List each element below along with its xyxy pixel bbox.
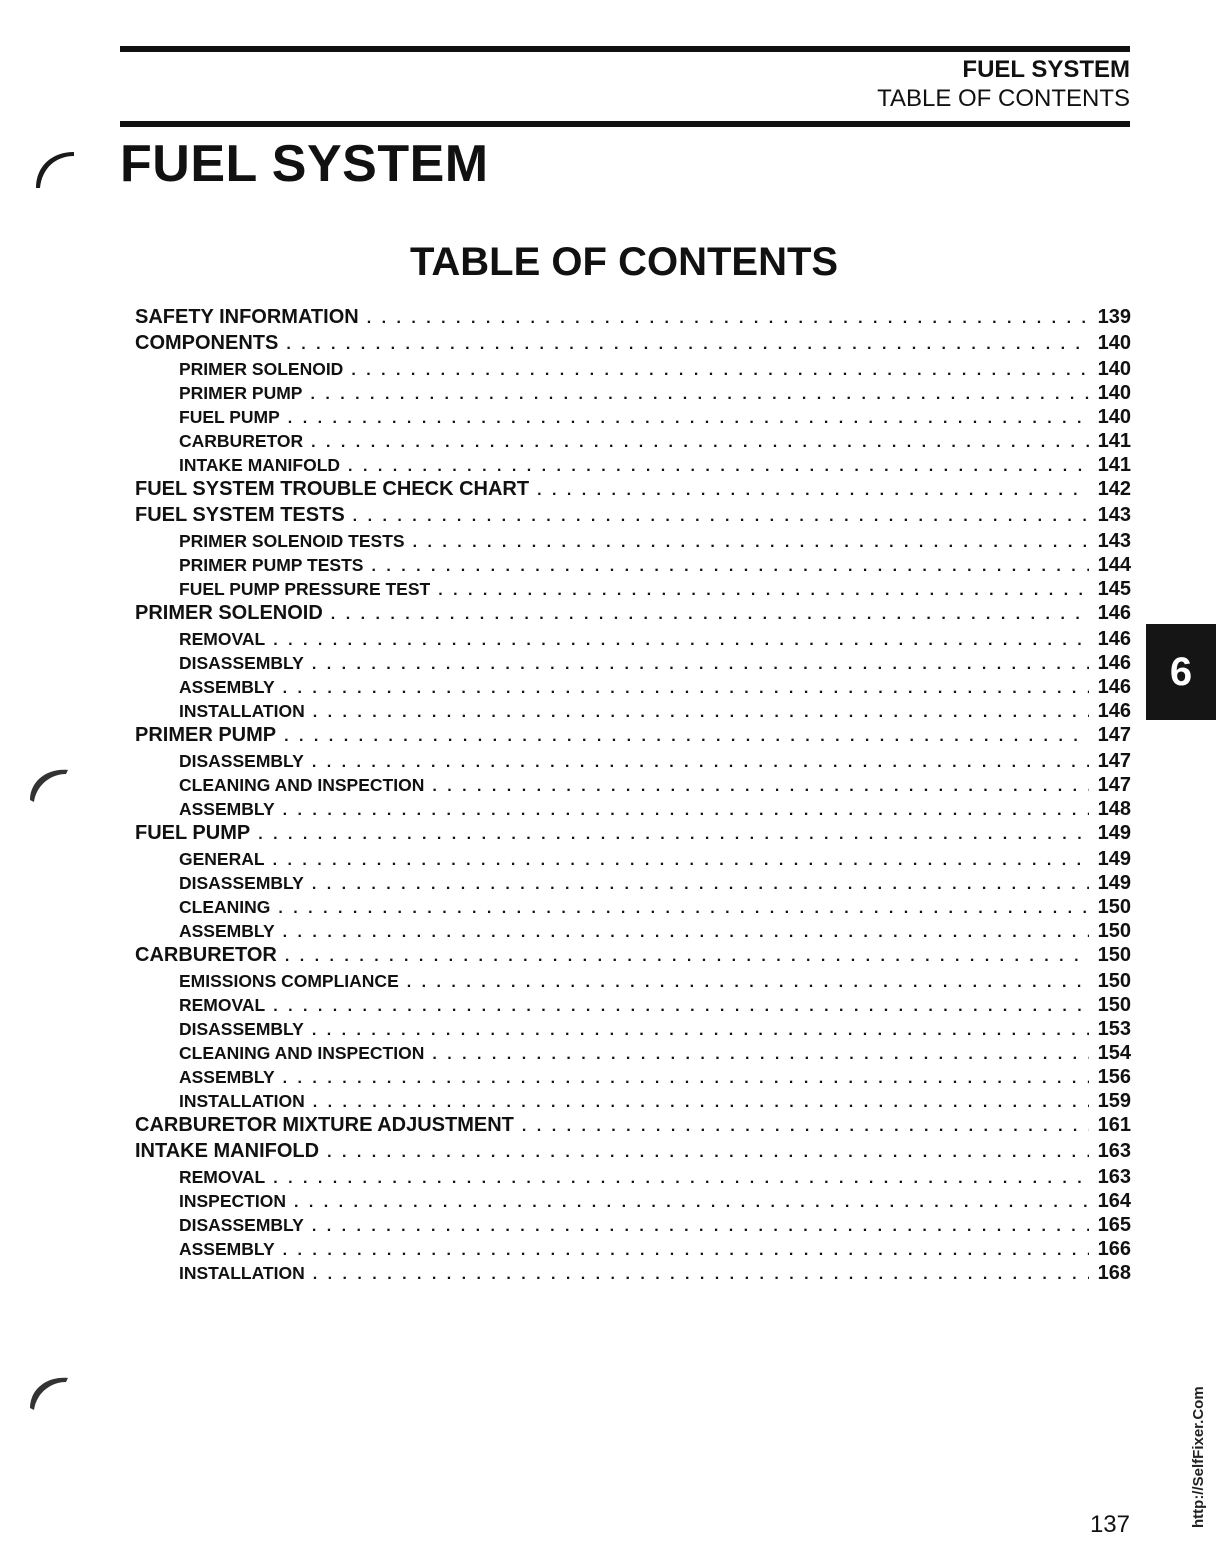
- toc-entry-page: 146: [1097, 602, 1131, 624]
- toc-dot-leader: [537, 482, 1089, 500]
- toc-subentry: [135, 798, 1131, 822]
- toc-entry-page: 143: [1097, 504, 1131, 526]
- toc-entry-title: ASSEMBLY: [179, 1239, 275, 1259]
- toc-dot-leader: [273, 1170, 1089, 1188]
- toc-entry-title: REMOVAL: [179, 1167, 266, 1187]
- toc-entry-title: PRIMER PUMP: [135, 724, 277, 746]
- toc-entry-title: INTAKE MANIFOLD: [179, 455, 341, 475]
- toc-dot-leader: [432, 1046, 1089, 1064]
- toc-subentry: [135, 1066, 1131, 1090]
- toc-entry-title: PRIMER SOLENOID: [179, 359, 344, 379]
- toc-entry-title: FUEL SYSTEM TESTS: [135, 504, 345, 526]
- toc-entry-page: 150: [1097, 994, 1131, 1016]
- toc-entry-page: 150: [1097, 970, 1131, 992]
- toc-dot-leader: [348, 458, 1089, 476]
- toc-dot-leader: [278, 900, 1089, 918]
- page-number: 137: [1089, 1511, 1130, 1538]
- toc-entry-title: CARBURETOR: [179, 431, 304, 451]
- toc-entry-page: 149: [1097, 848, 1131, 870]
- toc-subentry: [135, 750, 1131, 774]
- toc-dot-leader: [313, 1094, 1089, 1112]
- toc-dot-leader: [312, 754, 1089, 772]
- toc-entry: [135, 602, 1131, 628]
- toc-entry-page: 163: [1097, 1166, 1131, 1188]
- toc-entry-title: INSTALLATION: [179, 701, 305, 721]
- toc-dot-leader: [283, 680, 1089, 698]
- toc-subentry: [135, 578, 1131, 602]
- chapter-title: FUEL SYSTEM: [120, 135, 489, 193]
- toc-entry-page: 161: [1097, 1114, 1131, 1136]
- toc-dot-leader: [273, 852, 1089, 870]
- toc-entry: [135, 724, 1131, 750]
- toc-entry-page: 166: [1097, 1238, 1131, 1260]
- binder-hole-mark-icon: [22, 758, 82, 818]
- toc-entry-page: 141: [1097, 454, 1131, 476]
- toc-entry: [135, 504, 1131, 530]
- toc-subentry: [135, 872, 1131, 896]
- toc-dot-leader: [312, 1218, 1089, 1236]
- running-header-section: FUEL SYSTEM: [962, 56, 1130, 83]
- toc-entry-title: DISASSEMBLY: [179, 751, 304, 771]
- watermark: http://SelfFixer.Com: [1190, 1386, 1207, 1528]
- toc-subentry: [135, 848, 1131, 872]
- header-rule-bottom: [120, 121, 1130, 127]
- toc-dot-leader: [283, 1242, 1089, 1260]
- toc-entry: [135, 478, 1131, 504]
- toc-subentry: [135, 1238, 1131, 1262]
- toc-subentry: [135, 700, 1131, 724]
- toc-subentry: [135, 1262, 1131, 1286]
- toc-entry: [135, 332, 1131, 358]
- toc-entry-page: 140: [1097, 406, 1131, 428]
- toc-dot-leader: [283, 1070, 1089, 1088]
- toc-entry-page: 146: [1097, 628, 1131, 650]
- toc-entry-page: 146: [1097, 676, 1131, 698]
- toc-dot-leader: [283, 802, 1089, 820]
- toc-dot-leader: [311, 434, 1089, 452]
- toc-entry-page: 156: [1097, 1066, 1131, 1088]
- toc-entry-page: 168: [1097, 1262, 1131, 1284]
- toc-subentry: [135, 530, 1131, 554]
- toc-entry-page: 163: [1097, 1140, 1131, 1162]
- toc-dot-leader: [285, 948, 1089, 966]
- toc-subentry: [135, 652, 1131, 676]
- toc-entry-title: SAFETY INFORMATION: [135, 306, 359, 328]
- toc-entry-page: 150: [1097, 896, 1131, 918]
- toc-dot-leader: [353, 508, 1089, 526]
- toc-entry-title: DISASSEMBLY: [179, 873, 304, 893]
- toc-subentry: [135, 920, 1131, 944]
- toc-subentry: [135, 970, 1131, 994]
- toc-subentry: [135, 454, 1131, 478]
- toc-entry-page: 140: [1097, 358, 1131, 380]
- header-rule-top: [120, 46, 1130, 52]
- toc-entry: [135, 1140, 1131, 1166]
- toc-entry-page: 165: [1097, 1214, 1131, 1236]
- toc-entry-title: EMISSIONS COMPLIANCE: [179, 971, 399, 991]
- toc-entry-title: CLEANING AND INSPECTION: [179, 1043, 425, 1063]
- toc-entry-page: 150: [1097, 944, 1131, 966]
- toc-entry-page: 150: [1097, 920, 1131, 942]
- toc-entry-title: DISASSEMBLY: [179, 1215, 304, 1235]
- toc-dot-leader: [522, 1118, 1089, 1136]
- toc-entry-title: ASSEMBLY: [179, 799, 275, 819]
- toc-entry: [135, 822, 1131, 848]
- toc-entry-title: REMOVAL: [179, 629, 266, 649]
- toc-dot-leader: [284, 728, 1089, 746]
- toc-entry-title: INSPECTION: [179, 1191, 286, 1211]
- toc-entry-page: 149: [1097, 822, 1131, 844]
- toc-dot-leader: [286, 336, 1089, 354]
- toc-dot-leader: [407, 974, 1089, 992]
- toc-subentry: [135, 628, 1131, 652]
- toc-subentry: [135, 1018, 1131, 1042]
- toc-entry-title: DISASSEMBLY: [179, 653, 304, 673]
- toc-entry-title: PRIMER SOLENOID: [135, 602, 323, 624]
- toc-subentry: [135, 994, 1131, 1018]
- toc-entry-page: 139: [1097, 306, 1131, 328]
- toc-entry-title: INSTALLATION: [179, 1091, 305, 1111]
- toc-entry-title: INTAKE MANIFOLD: [135, 1140, 320, 1162]
- toc-subentry: [135, 406, 1131, 430]
- toc-dot-leader: [283, 924, 1089, 942]
- toc-dot-leader: [273, 998, 1089, 1016]
- toc-dot-leader: [327, 1144, 1089, 1162]
- toc-dot-leader: [312, 876, 1089, 894]
- toc-dot-leader: [313, 1266, 1089, 1284]
- toc-entry-title: INSTALLATION: [179, 1263, 305, 1283]
- toc-entry-title: GENERAL: [179, 849, 265, 869]
- toc-subentry: [135, 382, 1131, 406]
- toc-entry-title: COMPONENTS: [135, 332, 279, 354]
- toc-dot-leader: [432, 778, 1089, 796]
- toc-entry-title: PRIMER PUMP: [179, 383, 303, 403]
- toc-subentry: [135, 896, 1131, 920]
- toc-subentry: [135, 1090, 1131, 1114]
- toc-entry-page: 140: [1097, 332, 1131, 354]
- toc-entry-page: 154: [1097, 1042, 1131, 1064]
- toc-entry-page: 146: [1097, 652, 1131, 674]
- toc-entry-page: 146: [1097, 700, 1131, 722]
- toc-entry-page: 148: [1097, 798, 1131, 820]
- toc-entry-title: REMOVAL: [179, 995, 266, 1015]
- toc-dot-leader: [331, 606, 1089, 624]
- toc-subentry: [135, 1214, 1131, 1238]
- toc-subentry: [135, 430, 1131, 454]
- toc-entry-page: 147: [1097, 750, 1131, 772]
- toc-entry-page: 159: [1097, 1090, 1131, 1112]
- toc-dot-leader: [438, 582, 1089, 600]
- toc-entry-title: PRIMER PUMP TESTS: [179, 555, 364, 575]
- toc-entry-page: 143: [1097, 530, 1131, 552]
- toc-entry-title: CARBURETOR: [135, 944, 277, 966]
- toc-dot-leader: [312, 1022, 1089, 1040]
- toc-entry-title: DISASSEMBLY: [179, 1019, 304, 1039]
- toc-entry-page: 140: [1097, 382, 1131, 404]
- toc-entry-title: FUEL SYSTEM TROUBLE CHECK CHART: [135, 478, 530, 500]
- toc-entry-title: ASSEMBLY: [179, 677, 275, 697]
- toc-subentry: [135, 358, 1131, 382]
- toc-entry-title: PRIMER SOLENOID TESTS: [179, 531, 405, 551]
- toc-entry-page: 145: [1097, 578, 1131, 600]
- toc-entry-page: 147: [1097, 724, 1131, 746]
- toc-dot-leader: [288, 410, 1089, 428]
- toc-dot-leader: [371, 558, 1089, 576]
- toc-entry-title: CLEANING: [179, 897, 271, 917]
- toc-dot-leader: [258, 826, 1089, 844]
- chapter-tab: 6: [1146, 624, 1216, 720]
- binder-hole-mark-icon: [22, 140, 82, 200]
- toc-entry: [135, 1114, 1131, 1140]
- toc-dot-leader: [413, 534, 1089, 552]
- toc-entry: [135, 944, 1131, 970]
- toc-dot-leader: [310, 386, 1089, 404]
- toc-subentry: [135, 1190, 1131, 1214]
- toc-entry-page: 144: [1097, 554, 1131, 576]
- toc-entry-title: ASSEMBLY: [179, 1067, 275, 1087]
- toc-entry-title: FUEL PUMP PRESSURE TEST: [179, 579, 431, 599]
- running-header-subsection: TABLE OF CONTENTS: [877, 85, 1130, 112]
- toc-entry-page: 147: [1097, 774, 1131, 796]
- binder-hole-mark-icon: [22, 1366, 82, 1426]
- toc-subentry: [135, 1042, 1131, 1066]
- toc-dot-leader: [312, 656, 1089, 674]
- toc-subentry: [135, 554, 1131, 578]
- toc-dot-leader: [313, 704, 1089, 722]
- toc-heading: TABLE OF CONTENTS: [409, 240, 839, 284]
- toc-subentry: [135, 676, 1131, 700]
- toc-entry-title: FUEL PUMP: [179, 407, 280, 427]
- toc-entry-title: ASSEMBLY: [179, 921, 275, 941]
- toc-dot-leader: [367, 310, 1089, 328]
- toc-entry-page: 149: [1097, 872, 1131, 894]
- toc-entry-title: CARBURETOR MIXTURE ADJUSTMENT: [135, 1114, 514, 1136]
- toc-entry-page: 142: [1097, 478, 1131, 500]
- toc-dot-leader: [294, 1194, 1089, 1212]
- table-of-contents: [135, 306, 1131, 1286]
- toc-dot-leader: [351, 362, 1089, 380]
- toc-entry-title: CLEANING AND INSPECTION: [179, 775, 425, 795]
- toc-dot-leader: [273, 632, 1089, 650]
- toc-entry-page: 141: [1097, 430, 1131, 452]
- toc-subentry: [135, 1166, 1131, 1190]
- toc-entry-title: FUEL PUMP: [135, 822, 251, 844]
- toc-subentry: [135, 774, 1131, 798]
- toc-entry: [135, 306, 1131, 332]
- toc-entry-page: 153: [1097, 1018, 1131, 1040]
- toc-entry-page: 164: [1097, 1190, 1131, 1212]
